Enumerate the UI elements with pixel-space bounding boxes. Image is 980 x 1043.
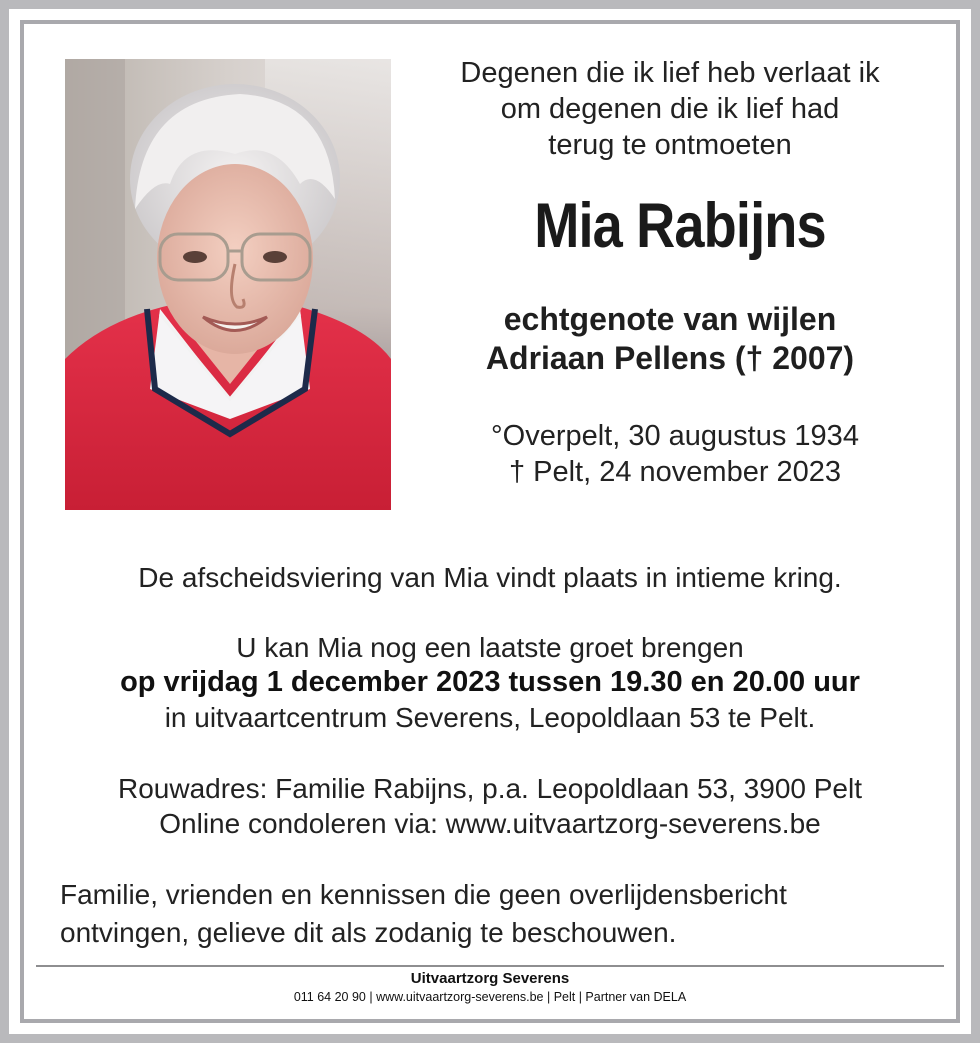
verse bbox=[400, 55, 940, 163]
funeral-home-name: Uitvaartzorg Severens bbox=[410, 970, 570, 987]
life-dates bbox=[400, 418, 950, 490]
online-condolence: Online condoleren via: www.uitvaartzorg-severens.be bbox=[159, 808, 821, 839]
relation-line: echtgenote van wijlen bbox=[503, 301, 837, 337]
notice-line: ontvingen, gelieve dit als zodanig te beschouwen. bbox=[60, 917, 677, 948]
verse-line: terug te ontmoeten bbox=[548, 129, 792, 161]
portrait-photo bbox=[65, 59, 391, 510]
funeral-home-contact: 011 64 20 90 | www.uitvaartzorg-severens.be | Pelt | Partner van DELA bbox=[293, 990, 687, 1004]
footer-divider bbox=[36, 965, 944, 967]
verse-line: Degenen die ik lief heb verlaat ik bbox=[460, 57, 880, 89]
notice-line: Familie, vrienden en kennissen die geen overlijdensbericht bbox=[60, 879, 787, 910]
contact-info bbox=[30, 771, 950, 841]
death-date: † Pelt, 24 november 2023 bbox=[508, 456, 842, 488]
deceased-name: Mia Rabijns bbox=[534, 191, 826, 261]
ceremony-notice: De afscheidsviering van Mia vindt plaats in intieme kring. bbox=[138, 562, 842, 593]
visitation-line: U kan Mia nog een laatste groet brengen bbox=[236, 632, 744, 663]
spouse-name: Adriaan Pellens († 2007) bbox=[485, 340, 855, 376]
verse-line: om degenen die ik lief had bbox=[500, 93, 840, 125]
visitation-datetime: op vrijdag 1 december 2023 tussen 19.30 en 20.00 uur bbox=[120, 666, 860, 698]
mourning-address: Rouwadres: Familie Rabijns, p.a. Leopoldlaan 53, 3900 Pelt bbox=[117, 773, 862, 804]
visitation-location: in uitvaartcentrum Severens, Leopoldlaan 53 te Pelt. bbox=[164, 702, 816, 733]
birth-date: °Overpelt, 30 augustus 1934 bbox=[491, 420, 859, 452]
visitation-info bbox=[30, 630, 950, 735]
spouse-info bbox=[400, 300, 940, 378]
family-notice bbox=[60, 876, 940, 952]
